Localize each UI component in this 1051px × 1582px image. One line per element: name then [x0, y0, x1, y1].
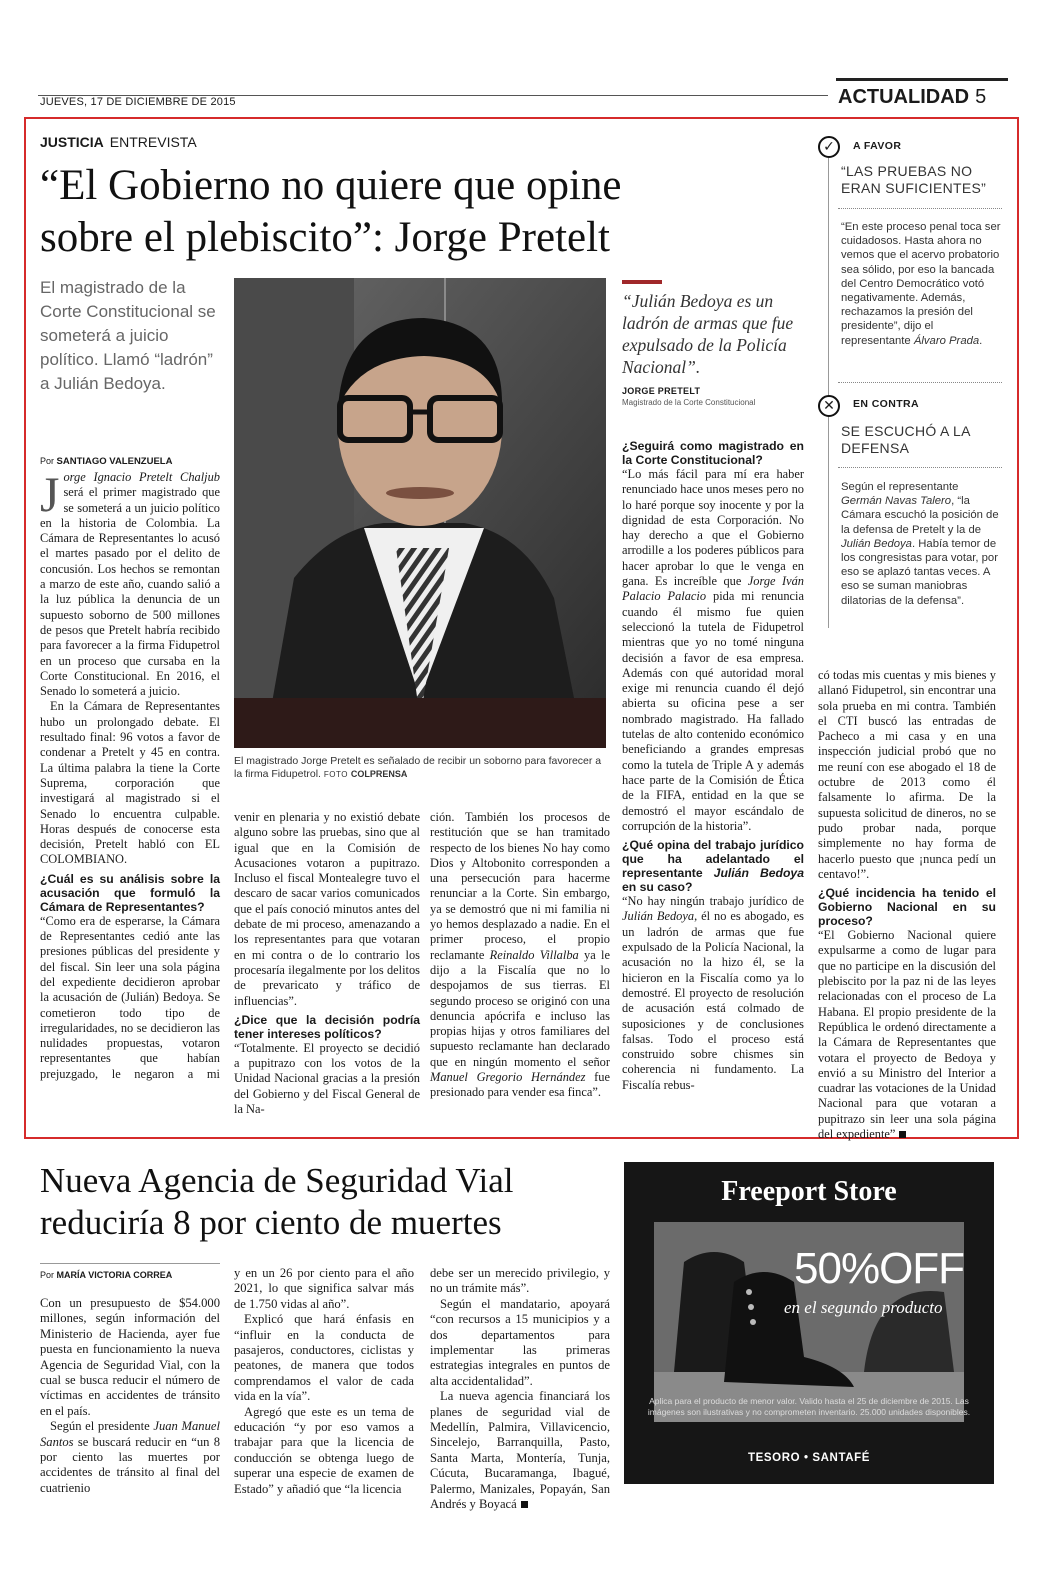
lead-name: orge Ignacio Pretelt Chaljub: [63, 470, 220, 484]
pull-quote-author: JORGE PRETELT: [622, 386, 701, 396]
person-name: Julián Bedoya: [841, 537, 912, 550]
person-name: Julián Bedoya: [713, 866, 804, 881]
header-date: JUEVES, 17 DE DICIEMBRE DE 2015: [40, 96, 236, 108]
question-heading: ¿Qué incidencia ha tenido el Gobierno Nacional en su proceso?: [818, 886, 996, 929]
paragraph: [40, 1419, 220, 1496]
photo-credit: COLPRENSA: [350, 769, 408, 779]
credit-label: FOTO: [323, 770, 348, 779]
person-name: Germán Navas Talero: [841, 495, 952, 508]
person-name: Jorge Iván Palacio Palacio: [622, 574, 804, 604]
person-name: Reinaldo Villalba: [489, 947, 579, 962]
question-text: en su caso?: [622, 880, 693, 895]
contra-body: [841, 480, 1001, 608]
article2-byline: [40, 1270, 172, 1280]
ad-stores: TESORO • SANTAFÉ: [747, 1452, 871, 1464]
end-mark-icon: [899, 1131, 906, 1138]
portrait-photo: [234, 278, 606, 748]
lead-text: será el primer magistrado que se someterá a un juicio político en la historia de Colombia. La Cámara de Representantes lo acusó el martes pasado por el delito de concusión. Los hechos se remontan a marzo de este año, cuando salió a la luz pública la denuncia de un supuesto soborno de 500 millones de pesos que Pretelt habría recibido para favorecer a la firma Fidupetrol en un proceso que cursaba en la Corte Constitucional. En 2016, el Senado lo someterá a juicio.: [40, 485, 220, 699]
byline-prefix: Por: [40, 1270, 55, 1280]
article-dek: El magistrado de la Corte Constitucional se someterá a juicio político. Llamó “ladrón” a Julián Bedoya.: [40, 278, 216, 393]
favor-label: A FAVOR: [853, 140, 902, 152]
person-name: Álvaro Prada: [913, 334, 980, 347]
answer-text: pida mi renuncia cuando él mismo fue quien seleccionó la tutela de Fidupetrol mientras que yo no tomé ninguna decisión a favor de esa empresa. Además con qué autoridad moral exige mi renuncia cuando él dejó abierta su oficina pese a ser nombrado magistrado. Ha fallado tutelas de alto contenido económico beneficiando a grandes empresas como la tutela de Triple A y además hace parte de la Comisión de Ética de la FIFA, entidad en la que se demostró el mayor escándalo de corrupción de la historia”.: [622, 589, 804, 833]
article-column-4: [622, 435, 804, 1093]
paragraph: Según el mandatario, apoyará “con recursos a 15 municipios y a dos departamentos para implementar las primeras estrategias integrales en puntos de alta accidentalidad”.: [430, 1296, 610, 1388]
paragraph: [430, 1389, 610, 1512]
contra-label: EN CONTRA: [853, 398, 920, 410]
portrait-illustration: [234, 278, 606, 748]
paragraph-text: La nueva agencia financiará los planes de seguridad vial de Medellín, Palmira, Villavicencio, Sincelejo, Barranquilla, Pasto, Santa Marta, Montería, Tunja, Cúcuta, Bucaramanga, Ibagué, Palermo, Manizales, Popayán, San Andrés y Boyacá: [430, 1389, 610, 1512]
answer-paragraph: [818, 928, 996, 1142]
advertisement: [624, 1162, 994, 1484]
favor-heading: “LAS PRUEBAS NO ERAN SUFICIENTES”: [841, 163, 987, 196]
article-headline: [40, 160, 800, 264]
ad-discount: 50%OFF: [794, 1244, 965, 1293]
person-name: Manuel Gregorio Hernández: [430, 1070, 586, 1085]
answer-paragraph: [622, 467, 804, 834]
section-title: [838, 86, 986, 109]
article-kicker: [40, 134, 197, 150]
paragraph: y en un 26 por ciento para el año 2021, lo que significa salvar más de 1.750 vidas al año”.: [234, 1266, 414, 1311]
person-name: Julián Bedoya: [622, 909, 695, 924]
article2-column-2: [234, 1266, 414, 1497]
question-heading: ¿Seguirá como magistrado en la Corte Constitucional?: [622, 439, 804, 467]
headline-line-2: reduciría 8 por ciento de muertes: [40, 1203, 502, 1242]
article-byline: [40, 456, 172, 467]
sidebar-rule: [828, 158, 829, 628]
answer-continuation: venir en plenaria y no existió debate alguno sobre las pruebas, sino que al igual que en la Comisión de Acusaciones votaron a pupitrazo. Incluso el fiscal Montealegre tuvo el descaro de sacar varios comunicados que el país conoció minutos antes del debate de mi proceso, amenazando a los representantes para que votaran en mi contra o de lo contrario los procesaría ilegalmente por los delitos de prevaricato y tráfico de influencias”.: [234, 810, 420, 1008]
article2-column-3: [430, 1266, 610, 1513]
kicker-type: ENTREVISTA: [109, 134, 197, 150]
ad-title: Freeport Store: [721, 1176, 897, 1207]
check-icon: ✓: [818, 136, 840, 158]
article2-column-1: [40, 1296, 220, 1496]
favor-text: .: [979, 334, 983, 347]
pull-quote-rule: [622, 280, 662, 284]
contra-heading: SE ESCUCHÓ A LA DEFENSA: [841, 423, 970, 456]
question-heading: ¿Dice que la decisión podría tener intereses políticos?: [234, 1012, 420, 1041]
byline-rule: [40, 1263, 220, 1264]
answer-text: “El Gobierno Nacional quiere expulsarme a como de lugar para que no participe en la discusión del plebiscito por la paz ni de las leyes relacionadas con el proceso de La Habana. El propio presidente de la República le ordenó directamente a la Cámara de Representantes que votara el proyecto de Bedoya y envió a su Ministro del Interior a cuadrar las votaciones de la Unidad Nacional para que votaran a pupitrazo sin leer una sola página del expediente”: [818, 928, 996, 1142]
paragraph: Con un presupuesto de $54.000 millones, según información del Ministerio de Hacienda, ayer fue puesta en funcionamiento la nueva Agencia de Seguridad Vial, con la cual se busca reducir el número de víctimas en accidentes de tránsito en el país.: [40, 1296, 220, 1418]
pull-quote: “Julián Bedoya es un ladrón de armas que fue expulsado de la Policía Nacional”.: [622, 291, 794, 377]
answer-text: “Lo más fácil para mí era haber renunciado hace unos meses pero no lo haré porque soy inocente y por la dignidad de esta Corporación. No hay derecho a que el Gobierno arrodille a los poderes públicos para hacer aprobar lo que le venga en gana. Es increíble que: [622, 467, 804, 589]
caption-text: El magistrado Jorge Pretelt es señalado de recibir un soborno para favorecer a la firma Fidupetrol.: [234, 755, 602, 780]
ad-fine-print: Aplica para el producto de menor valor. Valido hasta el 25 de diciembre de 2015. Las imágenes son ilustrativas y no comprometen inventario. 25.000 unidades disponibles.: [647, 1396, 971, 1417]
article2-headline: [40, 1160, 620, 1244]
lead-paragraph: [40, 466, 220, 699]
section-bar: [836, 78, 1008, 81]
contra-text: Según el representante: [841, 481, 959, 493]
kicker-section: JUSTICIA: [40, 134, 104, 150]
section-name: ACTUALIDAD: [838, 86, 970, 108]
ad-subtitle: en el segundo producto: [784, 1298, 943, 1317]
paragraph-text: se buscará reducir en “un 8 por ciento las muertes por accidentes de tránsito al final del cuatrienio: [40, 1434, 220, 1495]
favor-text: “En este proceso penal toca ser cuidadosos. Hasta ahora no vemos que el acervo probatorio sea sólido, por eso la bancada del Centro Democrático votó negativamente. Además, rechazamos la presión del presidente”, dijo el representante: [841, 221, 1001, 347]
photo-caption: [234, 755, 606, 781]
cross-icon: ✕: [818, 395, 840, 417]
paragraph: En la Cámara de Representantes hubo un prolongado debate. El resultado final: 96 votos a favor de condenar a Pretelt y 45 en contra. La última palabra la tiene la Corte Suprema, corporación que investigará al magistrado si el Senado lo encuentra culpable. Horas después de conocerse esta decisión, Pretelt habló con EL COLOMBIANO.: [40, 699, 220, 867]
question-heading: ¿Cuál es su análisis sobre la acusación que formuló la Cámara de Representantes?: [40, 871, 220, 914]
article-column-3: [430, 810, 610, 1101]
contra-text: , “la Cámara escuchó la posición de la defensa de Pretelt y la de: [841, 495, 999, 536]
question-text: ¿Qué opina del trabajo jurídico que ha adelantado el representante: [622, 838, 804, 881]
paragraph: Explicó que hará énfasis en “influir en la conducta de pasajeros, conductores, ciclistas y peatones, de manera que todos comprendamos el valor de cada vida en la vía”.: [234, 1312, 414, 1404]
article-column-5: [818, 668, 996, 1142]
contra-divider: [838, 467, 1002, 468]
paragraph-text: Según el presidente: [50, 1419, 154, 1434]
end-mark-icon: [521, 1501, 528, 1508]
page-number: 5: [975, 86, 987, 108]
pull-quote-role: Magistrado de la Corte Constitucional: [622, 398, 756, 407]
article-column-2: [234, 810, 420, 1117]
answer-text: , él no es abogado, es un ladrón de armas que fue expulsado de la Policía Nacional, la acusación no la hizo él, se la hicieron en la Fiscalía como ya lo demostré. El proyecto de resolución de acusación está colmado de suposiciones y de conclusiones falsas. Todo el proceso está construido sobre chismes sin coherencia ni fundamento. La Fiscalía rebus-: [622, 909, 804, 1092]
answer-continuation: [430, 810, 610, 1101]
answer-paragraph: “Totalmente. El proyecto se decidió a pupitrazo con los votos de la Unidad Nacional gracias a la presión del Gobierno y del Fiscal General de la Na-: [234, 1040, 420, 1117]
headline-line-1: Nueva Agencia de Seguridad Vial: [40, 1161, 514, 1200]
headline-line-1: “El Gobierno no quiere que opine: [40, 162, 622, 209]
paragraph: Agregó que este es un tema de educación “y por eso vamos a trabajar para que la licencia de conducción se obtenga luego de superar una especie de examen de Estado” y añadió que “la licencia: [234, 1404, 414, 1496]
byline-author: SANTIAGO VALENZUELA: [56, 456, 173, 467]
article-column-1: [40, 466, 220, 1084]
favor-bottom-divider: [838, 382, 1002, 383]
answer-continuation: có todas mis cuentas y mis bienes y allanó Fidupetrol, sin encontrar una sola prueba en mi contra. También el CTI buscó las entradas de Pacheco a mi casa y en una inspección judicial probó que no me reuní con ese abogado el 18 de octubre de 2013 como él falsamente lo afirma. De la supuesta solicitud de dineros, no se pudo probar nada, porque simplemente no hay forma de hacerlo puesto que ¡nunca pedí un centavo!”.: [818, 668, 996, 881]
person-name: Juan Manuel Santos: [40, 1419, 220, 1449]
headline-line-2: sobre el plebiscito”: Jorge Pretelt: [40, 214, 611, 261]
answer-text: “Como era de esperarse, la Cámara de Representantes cedió ante las presiones públicas del presidente y del fiscal. Sin leer una sola página del expediente decidieron aprobar la acusación de (Julián) Bedoya. Se cometieron todo tipo de irregularidades, no se decidieron las nulidades propuestas, votaron representantes que habían prejuzgado, le negaron a mi: [40, 913, 220, 1081]
contra-text: . Había temor de los congresistas para votar, por eso se aplazó tantas veces. A eso se suman maniobras dilatorias de la defensa”.: [841, 537, 998, 607]
paragraph: debe ser un merecido privilegio, y no un trámite más”.: [430, 1266, 610, 1296]
answer-text: ción. También los procesos de restitución que se han tramitado respecto de los bienes No hay como Dios y Altobonito corresponden a una persecución para hacerme renunciar a la Corte. Sin embargo, ya se demostró que ni mi familia ni yo hemos desplazado a nadie. En el primer proceso, el propio reclamante: [430, 810, 610, 962]
answer-text: ya le dijo a la Fiscalía que no lo despojamos de sus tierras. El segundo proceso se originó con una denuncia apócrifa e incluso las propias hijas y otros familiares del supuesto reclamante han declarado que en ningún momento el señor: [430, 947, 610, 1069]
favor-body: [841, 220, 1001, 348]
byline-author: MARÍA VICTORIA CORREA: [56, 1270, 173, 1280]
answer-paragraph: [40, 914, 220, 1084]
answer-paragraph: [622, 894, 804, 1093]
answer-text: fue presionado para vender esa finca”.: [430, 1070, 611, 1100]
favor-divider: [838, 208, 1002, 209]
byline-prefix: Por: [40, 456, 55, 466]
question-heading: [622, 838, 804, 894]
answer-text: “No hay ningún trabajo jurídico de: [622, 894, 804, 909]
drop-cap: J: [40, 466, 60, 522]
